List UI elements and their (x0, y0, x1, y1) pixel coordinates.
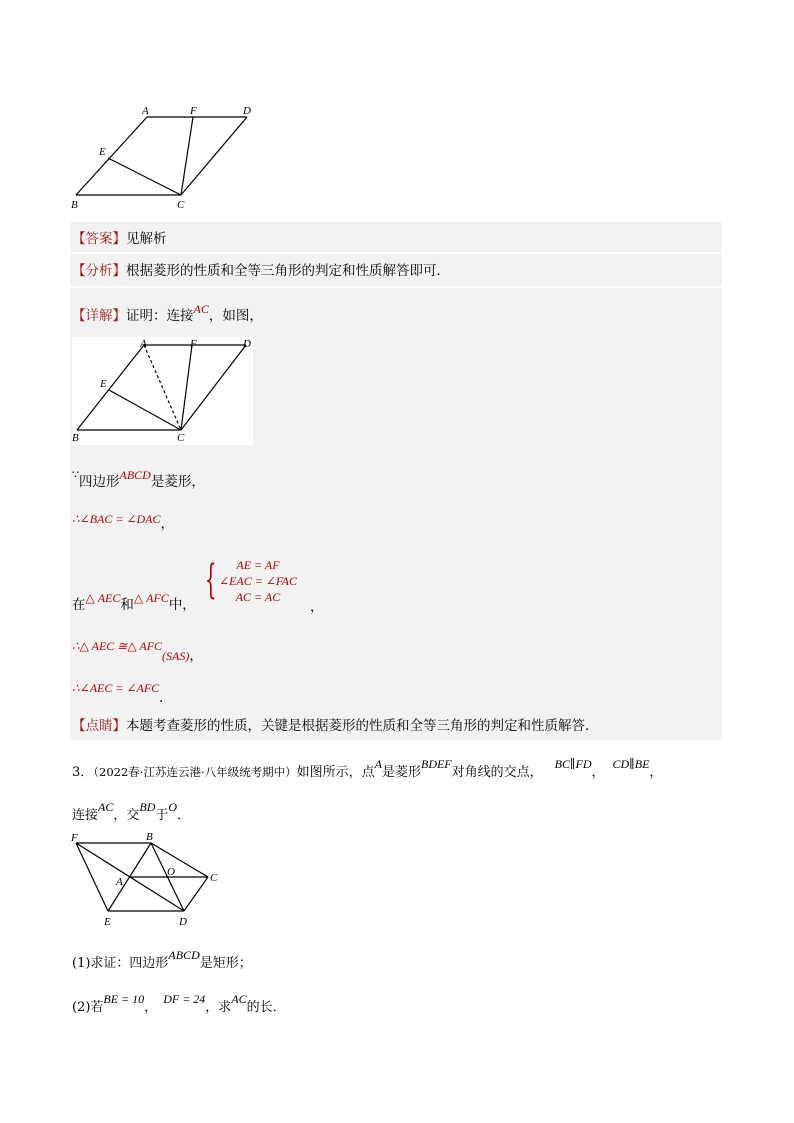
q3-source: （2022春·江苏连云港·八年级统考期中） (93, 765, 297, 779)
system-eq-3: AC = AC (235, 590, 281, 604)
q3-text5: ，交 (113, 808, 140, 823)
answer-band (70, 222, 722, 252)
sub-question-1 (72, 948, 252, 973)
q3-text3: 对角线的交点， (451, 765, 543, 780)
label-F: F (190, 338, 197, 350)
label-D: D (243, 338, 251, 350)
system-eq-1: AE = AF (236, 558, 280, 572)
q3-text6: 于 (155, 808, 169, 823)
proof-line4-sas: (SAS) (162, 649, 190, 663)
sub1-math: ABCD (168, 948, 200, 962)
label-A: A (142, 105, 149, 117)
analysis-tag: 【分析】 (72, 263, 126, 279)
q3-text1: 如图所示，点 (296, 765, 375, 780)
label-C: C (177, 432, 185, 444)
proof-line-2 (72, 510, 175, 532)
label-D: D (179, 916, 187, 928)
label-B: B (146, 831, 153, 843)
sub2-ac: AC (231, 992, 247, 1006)
proof-line2-punct: ， (160, 516, 175, 532)
proof-line-3 (72, 591, 196, 614)
detail-tag: 【详解】 (72, 308, 126, 324)
sub2-suffix: 的长． (246, 1000, 286, 1015)
analysis-text: 根据菱形的性质和全等三角形的判定和性质解答即可． (126, 263, 450, 279)
label-C: C (210, 872, 218, 884)
q3-text7: ． (177, 808, 191, 823)
because-symbol: ∵ (72, 468, 79, 481)
system-brace: { (205, 557, 217, 603)
segment-EC (109, 390, 181, 430)
label-E: E (104, 916, 111, 928)
sub1-prefix: (1)求证：四边形 (72, 956, 169, 971)
segment-AC-dashed (144, 345, 181, 430)
q3-text2: 是菱形 (381, 765, 421, 780)
label-F: F (71, 832, 78, 844)
detail-text-before: 证明：连接 (126, 308, 194, 324)
proof-line4-punct: ， (189, 648, 203, 664)
analysis-line (72, 262, 450, 280)
q3-comma1: ， (591, 765, 605, 780)
proof-line3-tri1: △ AEC (85, 591, 121, 605)
proof-line3-mid: 中， (168, 597, 196, 613)
comment-tag: 【点睛】 (72, 718, 126, 734)
proof-line-4 (72, 637, 203, 664)
q3-point-a: A (374, 757, 382, 771)
q3-line-1 (72, 757, 663, 782)
proof-line3-punct: ， (310, 599, 324, 615)
comment-line (72, 717, 599, 735)
q3-parallel-1: BC∥FD (554, 757, 592, 771)
q3-ac: AC (98, 800, 114, 814)
answer-text: 见解析 (126, 231, 167, 247)
comment-text: 本题考查菱形的性质，关键是根据菱形的性质和全等三角形的判定和性质解答． (126, 718, 599, 734)
answer-tag: 【答案】 (72, 231, 126, 247)
q3-bd: BD (139, 800, 156, 814)
answer-line (72, 230, 167, 248)
figure-1-rhombus (60, 95, 280, 220)
label-F: F (190, 105, 197, 117)
proof-line-5 (72, 679, 173, 706)
proof-line1-math: ABCD (119, 468, 151, 482)
segment-CD (184, 877, 208, 911)
proof-line5-punct: ． (159, 690, 173, 706)
proof-line4-math: ∴△ AEC ≅△ AFC (72, 639, 163, 653)
label-E: E (99, 146, 106, 158)
q3-number: 3． (72, 765, 94, 780)
sub-question-2 (72, 992, 286, 1017)
segment-AB (76, 117, 147, 195)
sub1-suffix: 是矩形； (199, 956, 252, 971)
label-E: E (100, 378, 107, 390)
detail-line (72, 302, 263, 325)
label-C: C (177, 199, 185, 211)
segment-EC (108, 158, 181, 195)
q3-comma2: ， (649, 765, 663, 780)
q3-text4: 连接 (72, 808, 99, 823)
q3-rhombus: BDEF (420, 757, 452, 771)
label-D: D (243, 105, 251, 117)
sub2-comma: ， (144, 1000, 158, 1015)
segment-AB (77, 345, 144, 430)
label-B: B (72, 432, 79, 444)
proof-line3-and: 和 (120, 597, 134, 613)
label-A: A (116, 876, 123, 888)
proof-line5-math: ∴∠AEC = ∠AFC (72, 681, 160, 695)
proof-line3-tri2: △ AFC (133, 591, 169, 605)
q3-o: O (168, 800, 178, 814)
label-O: O (167, 866, 175, 878)
figure-2-rhombus-with-diagonal (72, 337, 253, 445)
proof-line1-before: 四边形 (79, 474, 120, 490)
proof-line-1 (72, 468, 205, 492)
detail-text-after: ，如图， (208, 308, 263, 324)
sub2-be: BE = 10 (103, 992, 145, 1006)
sub2-df: DF = 24 (163, 992, 206, 1006)
congruence-system (208, 557, 308, 605)
q3-line-2 (72, 800, 191, 825)
proof-line2-math: ∴∠BAC = ∠DAC (72, 512, 161, 526)
sub2-mid: ，求 (205, 1000, 232, 1015)
detail-ac: AC (193, 302, 209, 316)
proof-line1-after: 是菱形， (150, 474, 205, 490)
system-eq-2: ∠EAC = ∠FAC (219, 574, 297, 588)
sub2-prefix: (2)若 (72, 1000, 104, 1015)
q3-parallel-2: CD∥BE (612, 757, 650, 771)
figure-3-rhombus-rectangle (60, 825, 235, 935)
proof-line3-in: 在 (72, 597, 86, 613)
label-B: B (71, 199, 78, 211)
label-A: A (140, 338, 147, 350)
